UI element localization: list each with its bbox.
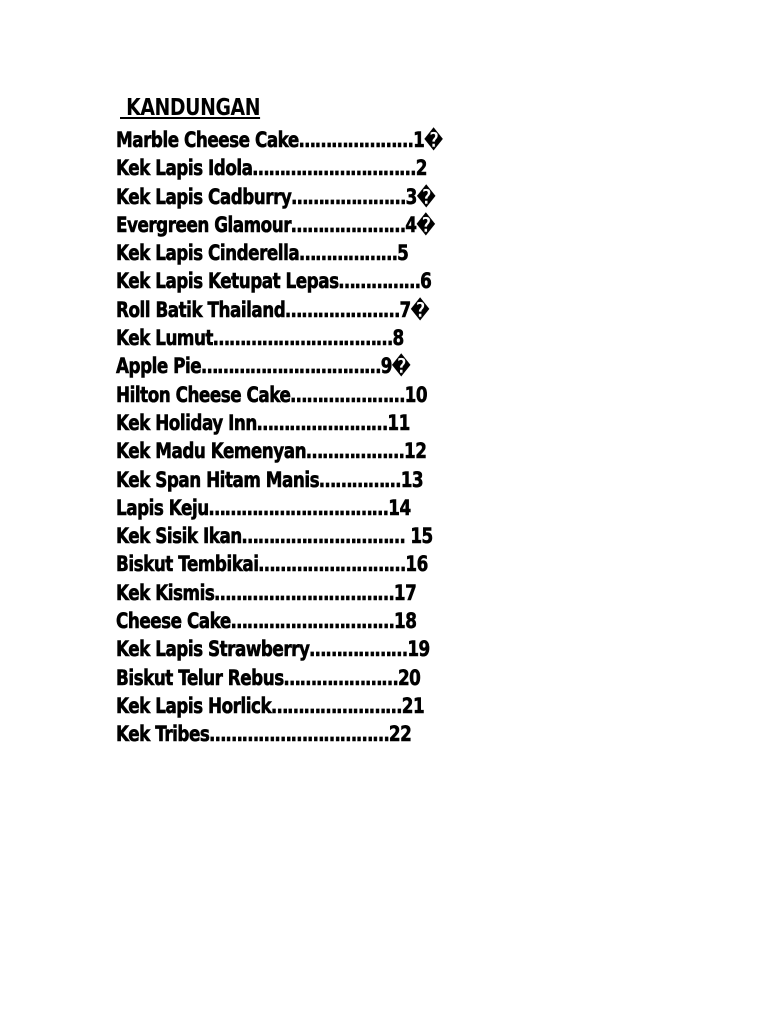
entry-text: Kek Kismis……………………………17: [116, 580, 417, 605]
entry-text: Kek Madu Kemenyan………………12: [116, 439, 427, 464]
table-of-contents: [116, 95, 536, 749]
entry-text: Marble Cheese Cake…………………1�: [116, 128, 443, 152]
contents-entry: [116, 720, 452, 748]
contents-title: KANDUNGAN: [120, 95, 261, 121]
entry-text: Kek Sisik Ikan………………………… 15: [116, 524, 433, 549]
contents-entry: [116, 692, 452, 720]
entry-text: Kek Lumut……………………………8: [116, 326, 404, 351]
contents-entry: [116, 607, 452, 635]
contents-entry: [116, 550, 452, 578]
entry-text: Kek Lapis Cadburry…………………3�: [116, 184, 436, 209]
contents-entry: [116, 183, 452, 211]
contents-entry: [116, 324, 452, 352]
entry-text: Lapis Keju……………………………14: [116, 495, 411, 520]
contents-entry: [116, 437, 452, 465]
contents-entry: [116, 635, 452, 663]
entry-text: Biskut Tembikai………………………16: [116, 552, 428, 577]
contents-entry: [116, 409, 452, 437]
contents-list: [116, 126, 536, 749]
entry-text: Kek Tribes……………………………22: [116, 722, 412, 747]
entry-text: Evergreen Glamour…………………4�: [116, 212, 435, 237]
entry-text: Kek Lapis Idola…………………………2: [116, 156, 427, 181]
contents-entry: [116, 522, 452, 550]
entry-text: Kek Lapis Strawberry………………19: [116, 637, 430, 662]
contents-entry: [116, 296, 452, 324]
entry-text: Roll Batik Thailand…………………7�: [116, 297, 429, 322]
contents-entry: [116, 466, 452, 494]
contents-entry: [116, 154, 452, 182]
entry-text: Kek Lapis Horlick……………………21: [116, 693, 425, 718]
contents-entry: [116, 211, 452, 239]
entry-text: Apple Pie……………………………9�: [116, 354, 411, 379]
contents-entry: [116, 352, 452, 380]
entry-text: Cheese Cake…………………………18: [116, 609, 417, 634]
entry-text: Biskut Telur Rebus…………………20: [116, 665, 421, 690]
contents-entry: [116, 494, 452, 522]
contents-entry: [116, 267, 452, 295]
contents-entry: [116, 664, 452, 692]
contents-entry: [116, 239, 452, 267]
contents-entry: [116, 579, 452, 607]
contents-entry: [116, 126, 452, 154]
entry-text: Kek Holiday Inn……………………11: [116, 410, 410, 435]
entry-text: Kek Span Hitam Manis……………13: [116, 467, 424, 492]
entry-text: Kek Lapis Ketupat Lepas……………6: [116, 269, 432, 294]
entry-text: Hilton Cheese Cake…………………10: [116, 382, 428, 407]
contents-entry: [116, 381, 452, 409]
entry-text: Kek Lapis Cinderella………………5: [116, 241, 409, 266]
